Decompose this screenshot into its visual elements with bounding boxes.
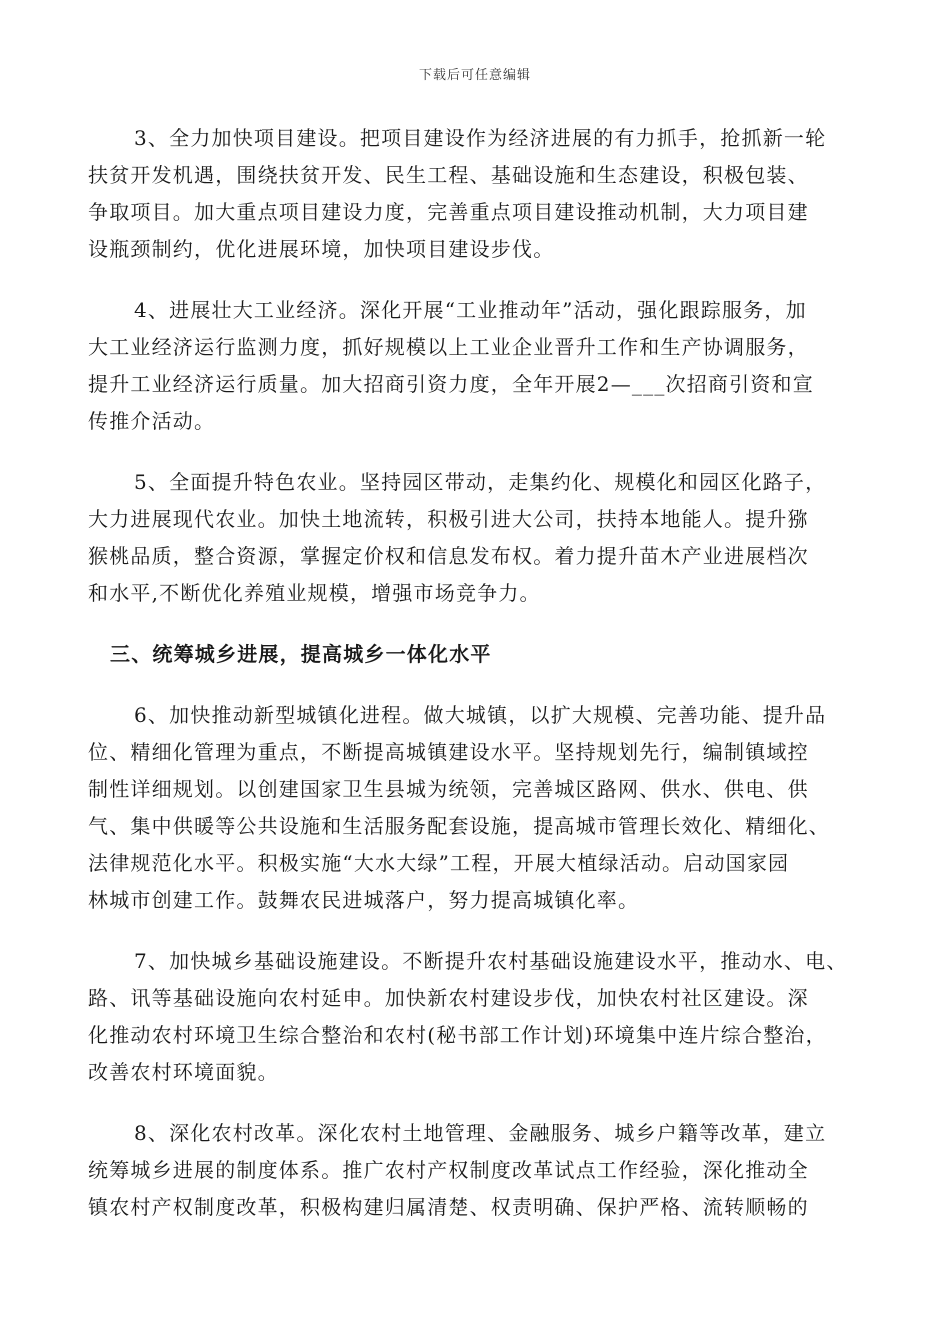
paragraph-7: [88, 943, 868, 1091]
paragraph-line: 6、加快推动新型城镇化进程。做大城镇，以扩大规模、完善功能、提升品: [134, 703, 827, 727]
paragraph-line: 改善农村环境面貌。: [88, 1060, 279, 1084]
paragraph-line: 猴桃品质，整合资源，掌握定价权和信息发布权。着力提升苗木产业进展档次: [88, 544, 809, 568]
paragraph-6: [88, 697, 868, 919]
paragraph-line: 大工业经济运行监测力度，抓好规模以上工业企业晋升工作和生产协调服务，: [88, 335, 809, 359]
paragraph-line: 扶贫开发机遇，围绕扶贫开发、民生工程、基础设施和生态建设，积极包装、: [88, 163, 809, 187]
document-body: [88, 120, 868, 1250]
paragraph-4: [88, 292, 868, 440]
paragraph-line: 林城市创建工作。鼓舞农民进城落户，努力提高城镇化率。: [88, 888, 640, 912]
paragraph-line: 3、全力加快项目建设。把项目建设作为经济进展的有力抓手，抢抓新一轮: [134, 126, 827, 150]
paragraph-line: 气、集中供暖等公共设施和生活服务配套设施，提高城市管理长效化、精细化、: [88, 814, 830, 838]
paragraph-line: 提升工业经济运行质量。加大招商引资力度，全年开展2—___次招商引资和宣: [88, 372, 814, 396]
paragraph-line: 4、进展壮大工业经济。深化开展“工业推动年”活动，强化跟踪服务，加: [134, 298, 807, 322]
paragraph-3: [88, 120, 868, 268]
paragraph-8: [88, 1115, 868, 1226]
paragraph-line: 镇农村产权制度改革，积极构建归属清楚、权责明确、保护严格、流转顺畅的: [88, 1195, 809, 1219]
paragraph-line: 制性详细规划。以创建国家卫生县城为统领，完善城区路网、供水、供电、供: [88, 777, 809, 801]
paragraph-line: 位、精细化管理为重点，不断提高城镇建设水平。坚持规划先行，编制镇域控: [88, 740, 809, 764]
paragraph-line: 和水平,不断优化养殖业规模，增强市场竞争力。: [88, 581, 541, 605]
paragraph-line: 5、全面提升特色农业。坚持园区带动，走集约化、规模化和园区化路子，: [134, 470, 827, 494]
page-header-note: 下载后可任意编辑: [418, 68, 531, 83]
paragraph-line: 7、加快城乡基础设施建设。不断提升农村基础设施建设水平，推动水、电、: [134, 949, 848, 973]
paragraph-line: 传推介活动。: [88, 409, 216, 433]
paragraph-line: 统筹城乡进展的制度体系。推广农村产权制度改革试点工作经验，深化推动全: [88, 1158, 809, 1182]
paragraph-line: 大力进展现代农业。加快土地流转，积极引进大公司，扶持本地能人。提升猕: [88, 507, 809, 531]
paragraph-line: 化推动农村环境卫生综合整治和农村(秘书部工作计划)环境集中连片综合整治，: [88, 1023, 827, 1047]
section-heading: 三、统筹城乡进展，提高城乡一体化水平: [110, 642, 492, 666]
paragraph-line: 路、讯等基础设施向农村延申。加快新农村建设步伐，加快农村社区建设。深: [88, 986, 809, 1010]
paragraph-line: 争取项目。加大重点项目建设力度，完善重点项目建设推动机制，大力项目建: [88, 200, 809, 224]
paragraph-line: 8、深化农村改革。深化农村土地管理、金融服务、城乡户籍等改革，建立: [134, 1121, 827, 1145]
paragraph-5: [88, 464, 868, 612]
paragraph-line: 法律规范化水平。积极实施“大水大绿”工程，开展大植绿活动。启动国家园: [88, 851, 790, 875]
paragraph-line: 设瓶颈制约，优化进展环境，加快项目建设步伐。: [88, 237, 555, 261]
